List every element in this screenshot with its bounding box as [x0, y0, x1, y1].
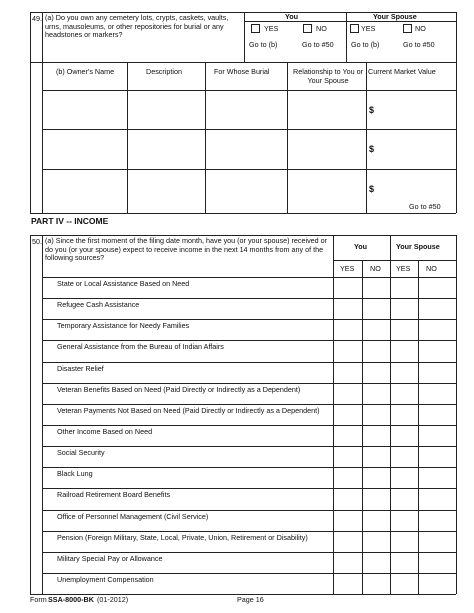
q50-source-label: Railroad Retirement Board Benefits: [57, 490, 171, 500]
q50-you-yes-cell[interactable]: [334, 553, 361, 572]
q50-you-no-cell[interactable]: [363, 341, 389, 360]
q50-you-yes-cell[interactable]: [334, 468, 361, 487]
q50-you-no-cell[interactable]: [363, 299, 389, 318]
part4-title: PART IV -- INCOME: [31, 216, 109, 226]
q50-question: (a) Since the first moment of the filing date month, have you (or your spouse) received or do you (or your spouse) expect to receive income in the next 14 months from any of the following sources?: [45, 236, 328, 263]
q50-spouse-no-header: NO: [426, 264, 437, 273]
q50-source-label: Unemployment Compensation: [57, 574, 154, 584]
q50-source-label: Office of Personnel Management (Civil Service): [57, 511, 209, 521]
q50-source-label: Veteran Payments Not Based on Need (Paid Directly or Indirectly as a Dependent): [57, 405, 320, 415]
q50-spouse-no-cell[interactable]: [419, 320, 455, 339]
form-prefix: Form: [30, 595, 47, 604]
q50-spouse-yes-cell[interactable]: [391, 574, 417, 593]
q50-you-yes-cell[interactable]: [334, 278, 361, 297]
q49-spouse-yes-checkbox[interactable]: [350, 24, 359, 33]
q50-spouse-no-cell[interactable]: [419, 426, 455, 445]
q49-dollar-2: $: [369, 144, 375, 154]
q50-spouse-yes-cell[interactable]: [391, 384, 417, 403]
q49-you-no-label: NO: [316, 24, 327, 33]
q50-spouse-no-cell[interactable]: [419, 384, 455, 403]
q50-spouse-no-cell[interactable]: [419, 511, 455, 530]
q49-spouse-goto-50: Go to #50: [403, 40, 435, 49]
q50-spouse-yes-cell[interactable]: [391, 299, 417, 318]
q50-spouse-no-cell[interactable]: [419, 447, 455, 466]
q50-spouse-no-cell[interactable]: [419, 341, 455, 360]
q49-number: 49.: [32, 14, 42, 23]
q50-spouse-yes-cell[interactable]: [391, 405, 417, 424]
q50-spouse-yes-cell[interactable]: [391, 511, 417, 530]
q50-you-no-header: NO: [370, 264, 381, 273]
q50-spouse-yes-cell[interactable]: [391, 468, 417, 487]
q50-you-yes-cell[interactable]: [334, 489, 361, 508]
q50-you-yes-cell[interactable]: [334, 363, 361, 382]
q50-you-yes-cell[interactable]: [334, 299, 361, 318]
q50-you-yes-cell[interactable]: [334, 320, 361, 339]
q50-you-label: You: [354, 242, 368, 251]
q50-you-no-cell[interactable]: [363, 553, 389, 572]
q50-you-yes-cell[interactable]: [334, 574, 361, 593]
q49-spouse-no-label: NO: [415, 24, 426, 33]
q49-you-yes-label: YES: [264, 24, 279, 33]
q49-spouse-label: Your Spouse: [373, 12, 417, 21]
q50-you-no-cell[interactable]: [363, 320, 389, 339]
q50-spouse-yes-cell[interactable]: [391, 553, 417, 572]
q50-you-no-cell[interactable]: [363, 468, 389, 487]
q50-you-no-cell[interactable]: [363, 363, 389, 382]
q49-spouse-no-checkbox[interactable]: [403, 24, 412, 33]
q49-col-market-value: Current Market Value: [368, 67, 436, 76]
q49-footer-goto-50: Go to #50: [409, 202, 441, 211]
q49-you-no-checkbox[interactable]: [303, 24, 312, 33]
q50-source-label: Veteran Benefits Based on Need (Paid Directly or Indirectly as a Dependent): [57, 384, 301, 394]
q50-you-no-cell[interactable]: [363, 405, 389, 424]
q50-spouse-no-cell[interactable]: [419, 489, 455, 508]
q50-source-label: Other Income Based on Need: [57, 426, 153, 436]
q50-spouse-yes-cell[interactable]: [391, 363, 417, 382]
q49-col-owner: (b) Owner's Name: [56, 67, 115, 76]
page-number: Page 16: [237, 595, 264, 604]
q50-spouse-yes-header: YES: [396, 264, 411, 273]
q50-you-yes-cell[interactable]: [334, 405, 361, 424]
q50-you-yes-cell[interactable]: [334, 426, 361, 445]
q50-you-yes-cell[interactable]: [334, 511, 361, 530]
q50-source-label: State or Local Assistance Based on Need: [57, 279, 190, 288]
q50-spouse-no-cell[interactable]: [419, 363, 455, 382]
q49-dollar-1: $: [369, 105, 375, 115]
q50-source-label: Refugee Cash Assistance: [57, 300, 140, 310]
q50-source-label: Disaster Relief: [57, 363, 104, 373]
q49-col-burial: For Whose Burial: [214, 67, 270, 76]
q50-source-label: Social Security: [57, 448, 105, 458]
q50-spouse-no-cell[interactable]: [419, 405, 455, 424]
q50-source-label: Pension (Foreign Military, State, Local, Private, Union, Retirement or Disability): [57, 532, 308, 542]
q50-you-no-cell[interactable]: [363, 489, 389, 508]
q50-spouse-no-cell[interactable]: [419, 574, 455, 593]
q50-spouse-no-cell[interactable]: [419, 299, 455, 318]
form-id: SSA-8000-BK: [48, 595, 94, 604]
q50-you-yes-header: YES: [340, 264, 355, 273]
q50-you-no-cell[interactable]: [363, 532, 389, 551]
q50-source-label: Temporary Assistance for Needy Families: [57, 321, 190, 331]
q50-you-no-cell[interactable]: [363, 384, 389, 403]
q49-you-yes-checkbox[interactable]: [251, 24, 260, 33]
q50-you-yes-cell[interactable]: [334, 341, 361, 360]
q50-spouse-no-cell[interactable]: [419, 553, 455, 572]
form-date: (01-2012): [97, 595, 129, 604]
q49-you-goto-50: Go to #50: [302, 40, 334, 49]
q49-col-description: Description: [146, 67, 182, 76]
q49-spouse-yes-label: YES: [361, 24, 376, 33]
q50-spouse-no-cell[interactable]: [419, 468, 455, 487]
q49-col-relationship: Relationship to You or Your Spouse: [293, 67, 363, 85]
q50-spouse-no-cell[interactable]: [419, 532, 455, 551]
q50-you-no-cell[interactable]: [363, 278, 389, 297]
q50-you-no-cell[interactable]: [363, 426, 389, 445]
q50-spouse-yes-cell[interactable]: [391, 278, 417, 297]
q50-source-label: General Assistance from the Bureau of Indian Affairs: [57, 342, 224, 352]
q50-spouse-label: Your Spouse: [396, 242, 440, 251]
q50-you-no-cell[interactable]: [363, 511, 389, 530]
q50-spouse-yes-cell[interactable]: [391, 341, 417, 360]
q50-source-label: Black Lung: [57, 469, 93, 479]
q50-spouse-yes-cell[interactable]: [391, 532, 417, 551]
q50-spouse-yes-cell[interactable]: [391, 447, 417, 466]
q50-you-yes-cell[interactable]: [334, 384, 361, 403]
q50-you-yes-cell[interactable]: [334, 447, 361, 466]
q49-you-goto-b: Go to (b): [249, 40, 278, 49]
q50-spouse-yes-cell[interactable]: [391, 426, 417, 445]
q50-number: 50.: [32, 237, 42, 246]
q50-spouse-no-cell[interactable]: [419, 278, 455, 297]
q50-you-yes-cell[interactable]: [334, 532, 361, 551]
q50-source-label: Military Special Pay or Allowance: [57, 553, 163, 563]
q50-you-no-cell[interactable]: [363, 447, 389, 466]
q50-you-no-cell[interactable]: [363, 574, 389, 593]
q50-spouse-yes-cell[interactable]: [391, 489, 417, 508]
q49-dollar-3: $: [369, 184, 375, 194]
q49-spouse-goto-b: Go to (b): [351, 40, 380, 49]
q50-spouse-yes-cell[interactable]: [391, 320, 417, 339]
q49-you-label: You: [285, 12, 299, 21]
q49-question: (a) Do you own any cemetery lots, crypts, caskets, vaults, urns, mausoleums, or other repositories for burial or any headstones or markers?: [45, 13, 229, 40]
